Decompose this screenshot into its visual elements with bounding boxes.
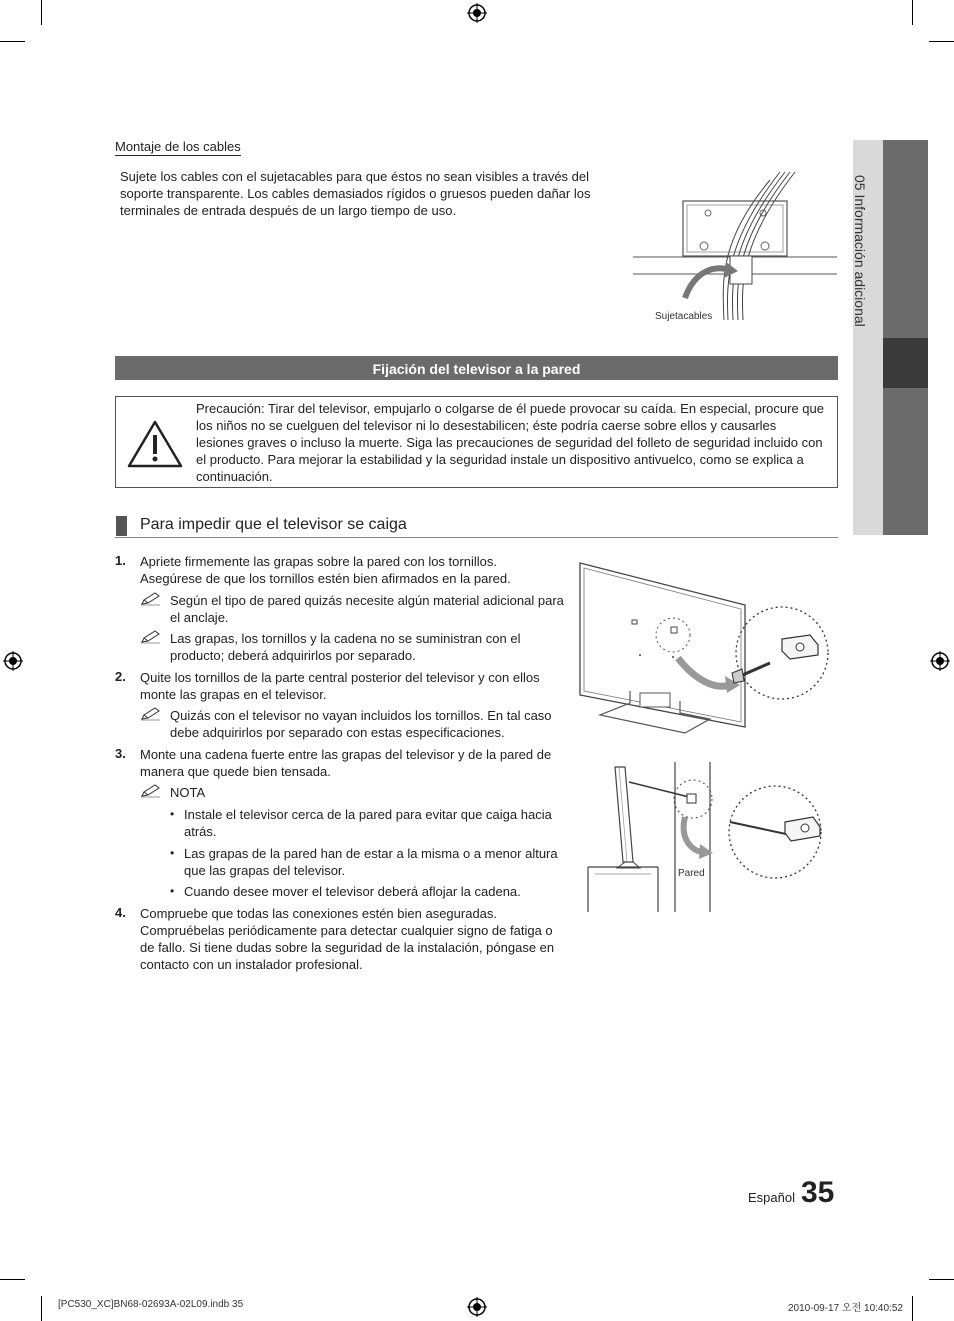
side-tab-active-block bbox=[883, 338, 928, 388]
bullet-dot-icon: • bbox=[170, 884, 175, 898]
note-text: Las grapas, los tornillos y la cadena no se suministran con el producto; deberá adquirirlos por separado. bbox=[170, 631, 521, 663]
subsection-title: Para impedir que el televisor se caiga bbox=[140, 516, 407, 533]
crop-mark bbox=[912, 1296, 913, 1321]
tv-wall-chain-illustration bbox=[585, 762, 835, 917]
cable-holder-illustration bbox=[630, 170, 840, 330]
registration-mark-icon bbox=[3, 651, 23, 671]
registration-mark-icon bbox=[467, 1297, 487, 1317]
step-text: Apriete firmemente las grapas sobre la pared con los tornillos. Asegúrese de que los tornillos estén bien afirmados en la pared. bbox=[140, 554, 511, 586]
note-text: Según el tipo de pared quizás necesite algún material adicional para el anclaje. bbox=[170, 593, 564, 625]
cables-paragraph: Sujete los cables con el sujetacables para que éstos no sean visibles a través del soporte transparente. Los cables demasiados rígidos o gruesos pueden dañar los terminales de entrada después de un largo tiempo de uso. bbox=[120, 169, 591, 218]
side-tab-block bbox=[883, 140, 928, 338]
note-label: NOTA bbox=[170, 785, 206, 800]
footer-timestamp: 2010-09-17 오전 10:40:52 bbox=[788, 1303, 903, 1314]
bullet-dot-icon: • bbox=[170, 846, 175, 860]
cable-holder-label: Sujetacables bbox=[655, 311, 713, 322]
step-text: Quite los tornillos de la parte central posterior del televisor y con ellos monte las grapas en el televisor. bbox=[140, 670, 540, 702]
step-number: 1. bbox=[115, 553, 126, 568]
crop-mark bbox=[912, 0, 913, 25]
crop-mark bbox=[929, 1279, 954, 1280]
pencil-note-icon bbox=[140, 630, 162, 644]
caution-label: Precaución bbox=[196, 401, 262, 416]
wall-label: Pared bbox=[678, 868, 705, 879]
pencil-note-icon bbox=[140, 784, 162, 798]
crop-mark bbox=[0, 1279, 25, 1280]
bullet-text: Instale el televisor cerca de la pared para evitar que caiga hacia atrás. bbox=[184, 807, 552, 839]
footer-language: Español bbox=[748, 1190, 795, 1205]
section-title-cables: Montaje de los cables bbox=[115, 139, 241, 154]
pencil-note-icon bbox=[140, 707, 162, 721]
tv-back-clamp-illustration bbox=[570, 555, 835, 745]
side-tab-block bbox=[883, 388, 928, 535]
bullet-text: Cuando desee mover el televisor deberá aflojar la cadena. bbox=[184, 884, 521, 899]
step-number: 2. bbox=[115, 669, 126, 684]
footer-file-name: [PC530_XC]BN68-02693A-02L09.indb 35 bbox=[58, 1299, 244, 1310]
pencil-note-icon bbox=[140, 592, 162, 606]
note-text: Quizás con el televisor no vayan incluidos los tornillos. En tal caso debe adquirirlos por separado con estas especificaciones. bbox=[170, 708, 552, 740]
step-text: Monte una cadena fuerte entre las grapas del televisor y de la pared de manera que quede bien tensada. bbox=[140, 747, 552, 779]
crop-mark bbox=[929, 41, 954, 42]
caution-text: : Tirar del televisor, empujarlo o colgarse de él puede provocar su caída. En especial, procure que los niños no se cuelguen del televisor ni lo desestabilicen; éste podría caerse sobre ellos y causarles lesiones graves o incluso la muerte. Siga las precauciones de seguridad del folleto de seguridad incluido con el producto. Para mejorar la estabilidad y la seguridad instale un dispositivo antivuelco, como se explica a continuación. bbox=[196, 401, 824, 484]
subsection-heading bbox=[115, 515, 838, 538]
bullet-dot-icon: • bbox=[170, 807, 175, 821]
bullet-text: Las grapas de la pared han de estar a la misma o a menor altura que las grapas del televisor. bbox=[184, 846, 558, 878]
caution-box bbox=[115, 396, 838, 488]
step-text: Compruebe que todas las conexiones estén bien aseguradas. Compruébelas periódicamente para detectar cualquier signo de fatiga o de fallo. Si tiene dudas sobre la seguridad de la instalación, póngase en contacto con un instalador profesional. bbox=[140, 906, 555, 972]
chapter-label: 05 Información adicional bbox=[852, 175, 868, 327]
step-number: 4. bbox=[115, 905, 126, 920]
crop-mark bbox=[41, 0, 42, 25]
section-bar-wall-fixing: Fijación del televisor a la pared bbox=[115, 356, 838, 380]
page-number: 35 bbox=[801, 1176, 835, 1209]
heading-marker bbox=[116, 516, 127, 536]
registration-mark-icon bbox=[930, 651, 950, 671]
warning-triangle-icon bbox=[126, 419, 184, 469]
crop-mark bbox=[41, 1296, 42, 1321]
registration-mark-icon bbox=[467, 3, 487, 23]
caution-paragraph bbox=[196, 400, 826, 485]
step-number: 3. bbox=[115, 746, 126, 761]
crop-mark bbox=[0, 41, 25, 42]
